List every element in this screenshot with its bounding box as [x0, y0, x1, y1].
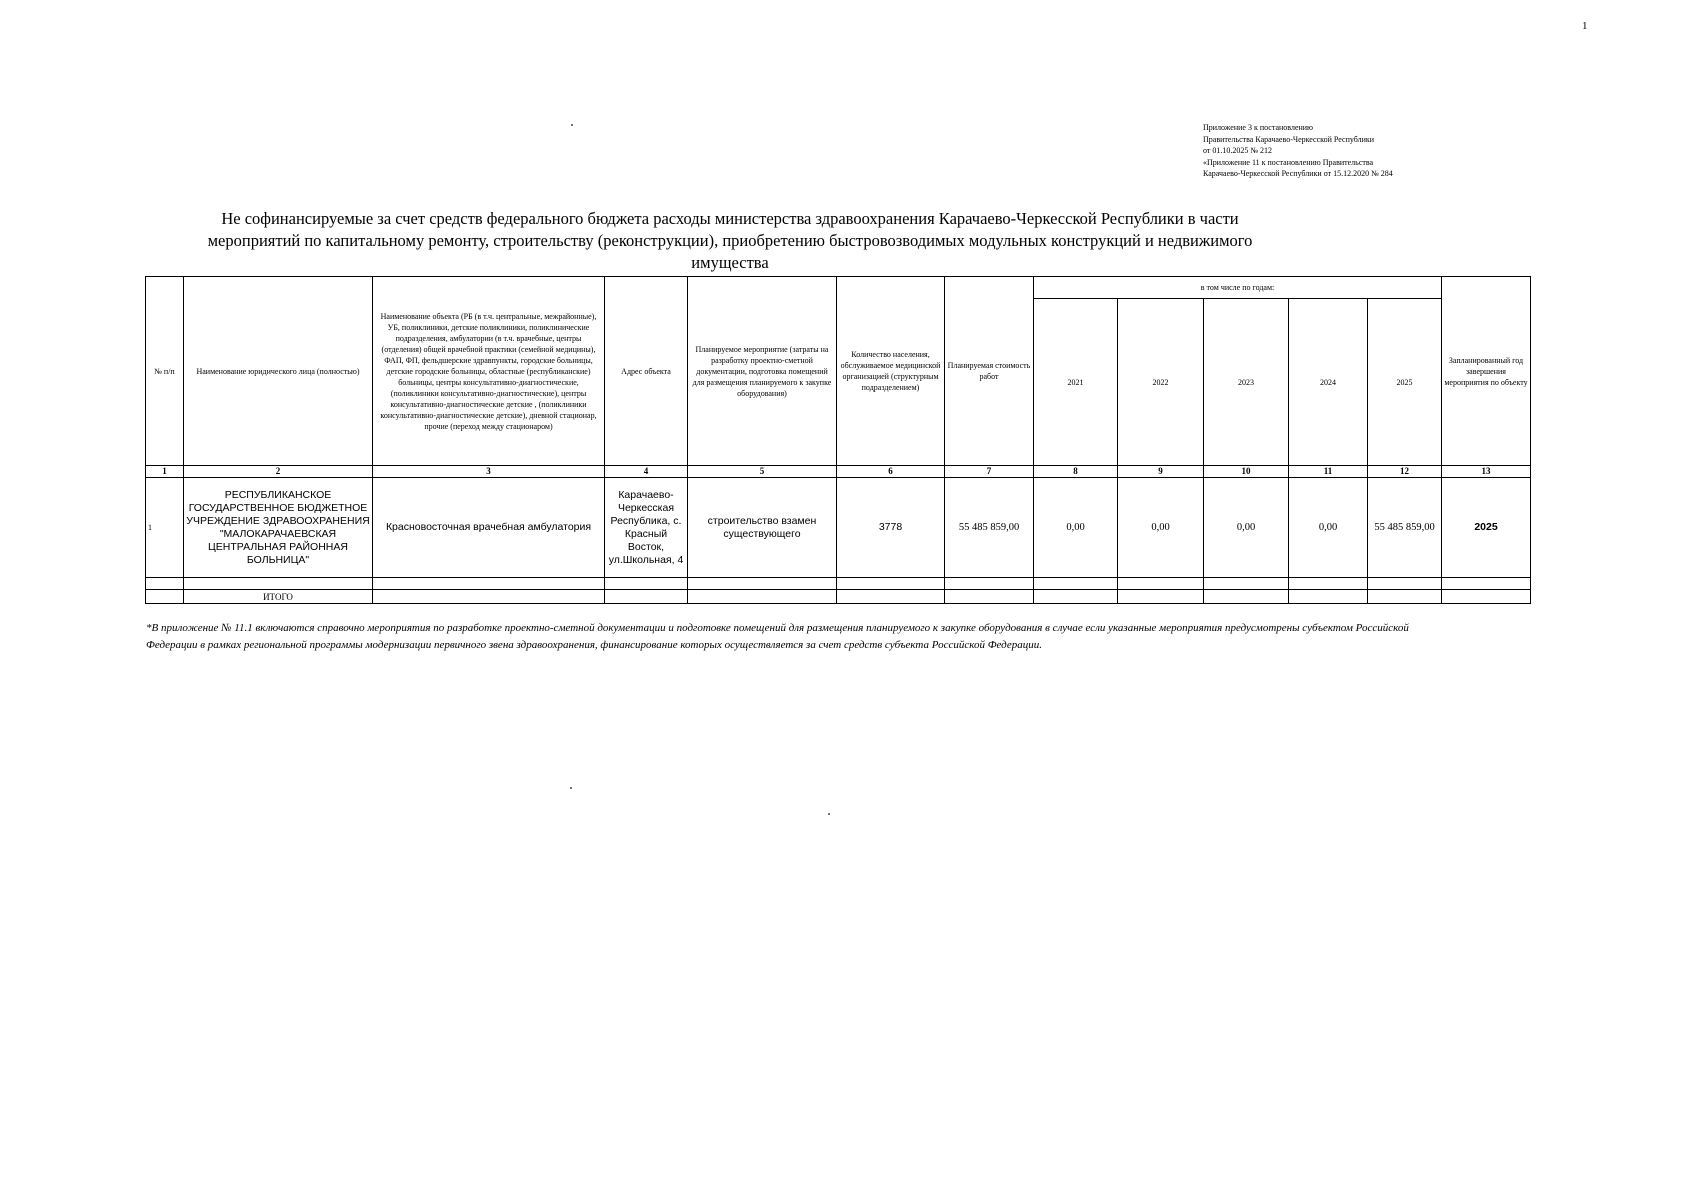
header-address: Адрес объекта [605, 277, 688, 466]
appendix-line: Правительства Карачаево-Черкесской Республики [1203, 134, 1375, 144]
appendix-line: от 01.10.2025 № 212 [1203, 146, 1273, 155]
header-year-2021: 2021 [1034, 299, 1118, 466]
column-number: 6 [837, 466, 945, 478]
header-by-years: в том числе по годам: [1034, 277, 1442, 299]
scan-speck [571, 124, 573, 126]
header-measure: Планируемое мероприятие (затраты на разработку проектно-сметной документации, подготовка помещений для размещения планируемого к закупке оборудования) [688, 277, 837, 466]
column-number: 10 [1204, 466, 1289, 478]
header-year-2025: 2025 [1368, 299, 1442, 466]
appendix-line: Приложение 3 к постановлению [1203, 123, 1314, 132]
header-year-2024: 2024 [1289, 299, 1368, 466]
total-label: ИТОГО [184, 590, 373, 604]
empty-row [146, 578, 1531, 590]
scan-speck [828, 813, 830, 815]
scan-speck [570, 787, 572, 789]
column-number: 3 [373, 466, 605, 478]
page-number: 1 [1582, 20, 1588, 32]
table-row [146, 478, 1531, 578]
row-2021: 0,00 [1034, 478, 1118, 578]
row-2024: 0,00 [1289, 478, 1368, 578]
title-line: Не софинансируемые за счет средств федерального бюджета расходы министерства здравоохранения Карачаево-Черкесской Республики в части [221, 209, 1239, 228]
total-row [146, 590, 1531, 604]
column-number: 7 [945, 466, 1034, 478]
header-population: Количество населения, обслуживаемое медицинской организацией (структурным подразделением) [837, 277, 945, 466]
appendix-line: «Приложение 11 к постановлению Правительства [1203, 157, 1374, 167]
header-year-2022: 2022 [1118, 299, 1204, 466]
appendix-reference [1203, 122, 1463, 180]
document-title [170, 208, 1290, 274]
row-cost: 55 485 859,00 [945, 478, 1034, 578]
row-object-name: Красновосточная врачебная амбулатория [373, 478, 605, 578]
column-number: 11 [1289, 466, 1368, 478]
row-2023: 0,00 [1204, 478, 1289, 578]
header-object-name: Наименование объекта (РБ (в т.ч. центральные, межрайонные), УБ, поликлиники, детские поликлиники, поликлинические подразделения, амбулатории (в т.ч. врачебные, центры (отделения) общей врачебной практики (семейной медицины), ФАП, ФП, фельдшерские здравпункты, городские больницы, детские городские больницы, областные (республиканские) больницы, центры консультативно-диагностические, (поликлиники консультативно-диагностические), центры консультативно-диагностические детские , (поликлиники консультативно-диагностические детские), дневной стационар, прочие (переход между стационаром) [373, 277, 605, 466]
row-address: Карачаево-Черкесская Республика, с. Красный Восток, ул.Школьная, 4 [605, 478, 688, 578]
row-2025: 55 485 859,00 [1368, 478, 1442, 578]
header-num: № п/п [146, 277, 184, 466]
column-number: 2 [184, 466, 373, 478]
row-population: 3778 [837, 478, 945, 578]
row-legal-entity: РЕСПУБЛИКАНСКОЕ ГОСУДАРСТВЕННОЕ БЮДЖЕТНОЕ УЧРЕЖДЕНИЕ ЗДРАВООХРАНЕНИЯ "МАЛОКАРАЧАЕВСКАЯ ЦЕНТРАЛЬНАЯ РАЙОННАЯ БОЛЬНИЦА" [184, 478, 373, 578]
title-line: мероприятий по капитальному ремонту, строительству (реконструкции), приобретению быстровозводимых модульных конструкций и недвижимого [207, 231, 1253, 250]
column-number: 8 [1034, 466, 1118, 478]
column-number: 5 [688, 466, 837, 478]
header-cost: Планируемая стоимость работ [945, 277, 1034, 466]
column-number: 1 [146, 466, 184, 478]
row-planned-year: 2025 [1442, 478, 1531, 578]
column-number: 12 [1368, 466, 1442, 478]
column-number: 4 [605, 466, 688, 478]
header-legal-entity: Наименование юридического лица (полностью) [184, 277, 373, 466]
row-num: 1 [146, 478, 184, 578]
appendix-line: Карачаево-Черкесской Республики от 15.12.2020 № 284 [1203, 169, 1393, 178]
column-number: 9 [1118, 466, 1204, 478]
footnote: *В приложение № 11.1 включаются справочно мероприятия по разработке проектно-сметной документации и подготовке помещений для размещения планируемого к закупке оборудования в случае если указанные мероприятия предусмотрены субъектом Российской Федерации в рамках региональной программы модернизации первичного звена здравоохранения, финансирование которых осуществляется за счет средств субъекта Российской Федерации. [146, 622, 1409, 651]
column-number: 13 [1442, 466, 1531, 478]
header-year-2023: 2023 [1204, 299, 1289, 466]
row-measure: строительство взамен существующего [688, 478, 837, 578]
column-number-row [146, 466, 1531, 478]
title-line: имущества [691, 253, 769, 272]
expenses-table [145, 276, 1531, 604]
header-planned-year: Запланированный год завершения мероприятия по объекту [1442, 277, 1531, 466]
row-2022: 0,00 [1118, 478, 1204, 578]
